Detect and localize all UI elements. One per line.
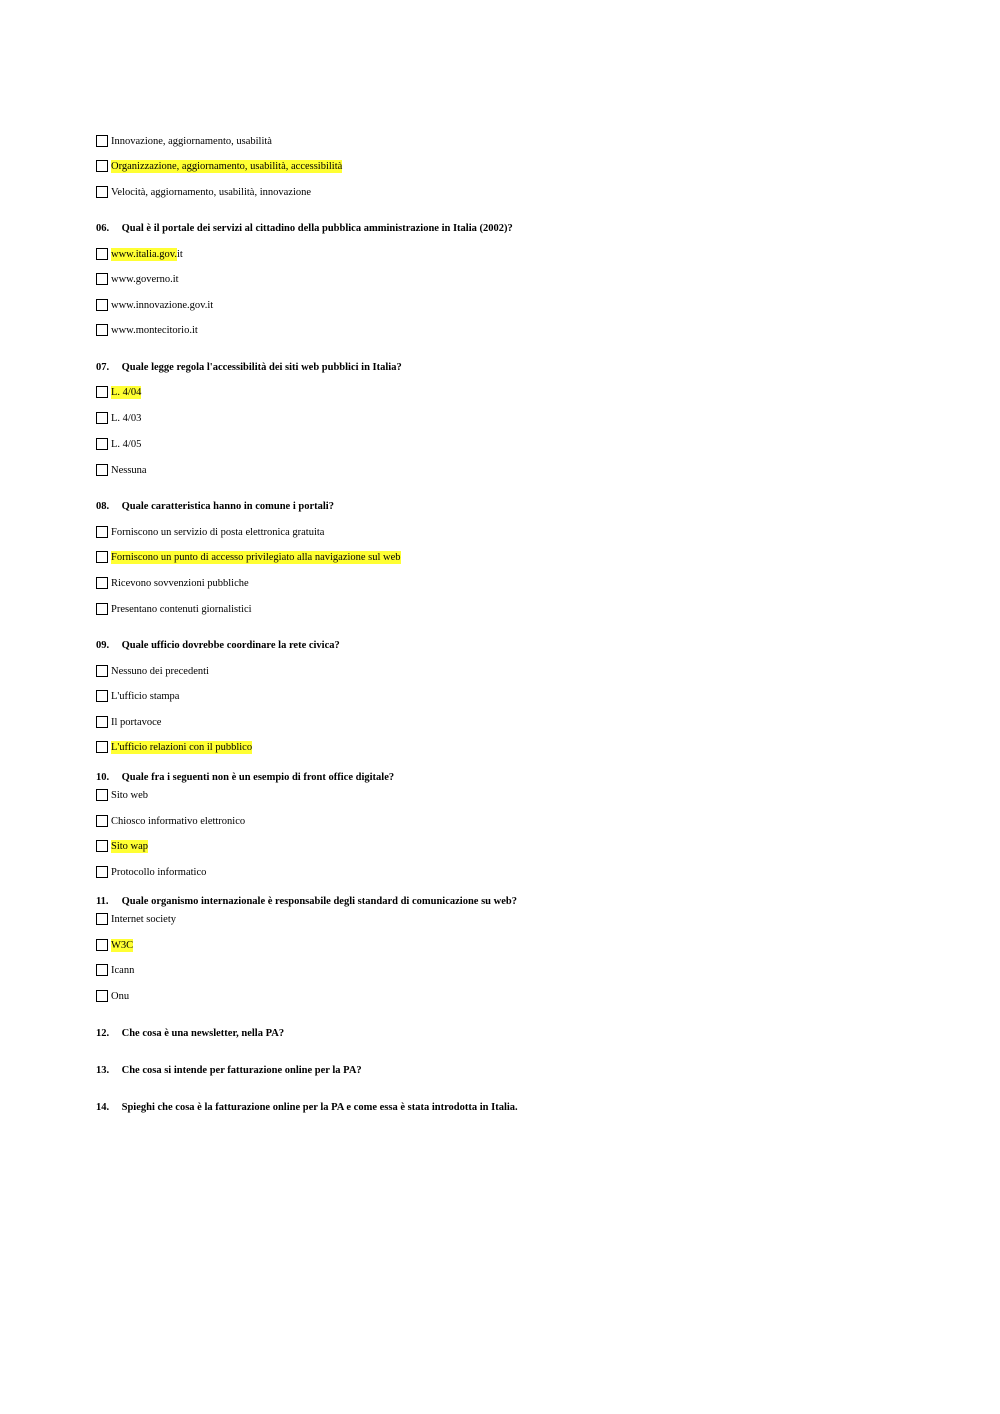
checkbox[interactable] bbox=[96, 866, 108, 878]
option-row bbox=[96, 462, 147, 478]
option-label: Velocità, aggiornamento, usabilità, innovazione bbox=[111, 186, 312, 198]
question-number: 07. bbox=[96, 362, 110, 373]
option-row bbox=[96, 962, 134, 978]
option-row bbox=[96, 601, 252, 617]
question-number: 14. bbox=[96, 1102, 110, 1113]
option-row bbox=[96, 158, 342, 174]
checkbox[interactable] bbox=[96, 913, 108, 925]
option-label-highlighted: L. 4/04 bbox=[111, 386, 142, 398]
option-label: L'ufficio stampa bbox=[111, 690, 180, 702]
option-row bbox=[96, 133, 272, 149]
option-row bbox=[96, 688, 179, 704]
question-text: Quale fra i seguenti non è un esempio di front office digitale? bbox=[121, 772, 395, 783]
option-row bbox=[96, 663, 209, 679]
checkbox[interactable] bbox=[96, 690, 108, 702]
option-label: L. 4/03 bbox=[111, 412, 142, 424]
checkbox[interactable] bbox=[96, 386, 108, 398]
question-heading bbox=[96, 639, 340, 653]
option-label-highlighted: Organizzazione, aggiornamento, usabilità, accessibilità bbox=[111, 160, 343, 172]
question-text: Quale organismo internazionale è responsabile degli standard di comunicazione su web? bbox=[121, 896, 517, 907]
option-label: Icann bbox=[111, 964, 135, 976]
option-row bbox=[96, 384, 141, 400]
checkbox[interactable] bbox=[96, 526, 108, 538]
option-row bbox=[96, 714, 161, 730]
question-number: 08. bbox=[96, 501, 110, 512]
checkbox[interactable] bbox=[96, 741, 108, 753]
checkbox[interactable] bbox=[96, 299, 108, 311]
checkbox[interactable] bbox=[96, 273, 108, 285]
checkbox[interactable] bbox=[96, 789, 108, 801]
question-text: Spieghi che cosa è la fatturazione online per la PA e come essa è stata introdotta in Italia. bbox=[121, 1102, 518, 1113]
option-label: www.governo.it bbox=[111, 273, 179, 285]
question-heading bbox=[96, 222, 513, 236]
option-row bbox=[96, 937, 133, 953]
option-row bbox=[96, 246, 183, 262]
checkbox[interactable] bbox=[96, 412, 108, 424]
question-heading bbox=[96, 500, 334, 514]
option-row bbox=[96, 864, 206, 880]
question-text: Che cosa si intende per fatturazione online per la PA? bbox=[121, 1065, 362, 1076]
option-label: Protocollo informatico bbox=[111, 866, 207, 878]
option-row bbox=[96, 322, 198, 338]
checkbox[interactable] bbox=[96, 603, 108, 615]
option-label-highlighted: W3C bbox=[111, 939, 134, 951]
option-label: www.montecitorio.it bbox=[111, 324, 198, 336]
checkbox[interactable] bbox=[96, 248, 108, 260]
option-row bbox=[96, 988, 129, 1004]
checkbox[interactable] bbox=[96, 160, 108, 172]
option-label: Nessuna bbox=[111, 464, 147, 476]
option-label: Nessuno dei precedenti bbox=[111, 665, 209, 677]
option-label: Sito web bbox=[111, 789, 149, 801]
checkbox[interactable] bbox=[96, 464, 108, 476]
option-label-highlighted: Sito wap bbox=[111, 840, 149, 852]
option-row bbox=[96, 524, 324, 540]
checkbox[interactable] bbox=[96, 135, 108, 147]
option-label: L. 4/05 bbox=[111, 438, 142, 450]
option-row bbox=[96, 297, 213, 313]
checkbox[interactable] bbox=[96, 840, 108, 852]
question-heading bbox=[96, 771, 394, 785]
question-number: 11. bbox=[96, 896, 109, 907]
option-row bbox=[96, 271, 179, 287]
question-text: Quale caratteristica hanno in comune i portali? bbox=[121, 501, 334, 512]
option-label: Ricevono sovvenzioni pubbliche bbox=[111, 577, 249, 589]
checkbox[interactable] bbox=[96, 577, 108, 589]
checkbox[interactable] bbox=[96, 964, 108, 976]
question-number: 10. bbox=[96, 772, 110, 783]
option-label: Internet society bbox=[111, 913, 177, 925]
question-heading bbox=[96, 1064, 362, 1078]
checkbox[interactable] bbox=[96, 665, 108, 677]
option-row bbox=[96, 911, 176, 927]
option-label-suffix: it bbox=[177, 248, 183, 260]
question-number: 12. bbox=[96, 1028, 110, 1039]
option-label: Forniscono un servizio di posta elettronica gratuita bbox=[111, 526, 325, 538]
option-row bbox=[96, 787, 148, 803]
question-heading bbox=[96, 895, 517, 909]
option-label: Il portavoce bbox=[111, 716, 162, 728]
checkbox[interactable] bbox=[96, 716, 108, 728]
option-label: www.innovazione.gov.it bbox=[111, 299, 214, 311]
option-row bbox=[96, 436, 141, 452]
question-heading bbox=[96, 361, 402, 375]
option-row bbox=[96, 410, 141, 426]
checkbox[interactable] bbox=[96, 186, 108, 198]
question-number: 13. bbox=[96, 1065, 110, 1076]
question-number: 06. bbox=[96, 223, 110, 234]
question-text: Quale legge regola l'accessibilità dei siti web pubblici in Italia? bbox=[121, 362, 402, 373]
option-label-highlighted: L'ufficio relazioni con il pubblico bbox=[111, 741, 253, 753]
checkbox[interactable] bbox=[96, 939, 108, 951]
checkbox[interactable] bbox=[96, 324, 108, 336]
option-row bbox=[96, 838, 148, 854]
question-text: Quale ufficio dovrebbe coordinare la rete civica? bbox=[121, 640, 340, 651]
checkbox[interactable] bbox=[96, 551, 108, 563]
question-number: 09. bbox=[96, 640, 110, 651]
option-label: Chiosco informativo elettronico bbox=[111, 815, 246, 827]
option-row bbox=[96, 739, 252, 755]
option-label-highlighted: www.italia.gov. bbox=[111, 248, 177, 260]
option-label-highlighted: Forniscono un punto di accesso privilegiato alla navigazione sul web bbox=[111, 551, 401, 563]
question-heading bbox=[96, 1027, 284, 1041]
checkbox[interactable] bbox=[96, 815, 108, 827]
question-text: Qual è il portale dei servizi al cittadino della pubblica amministrazione in Italia (2002)? bbox=[121, 223, 513, 234]
question-text: Che cosa è una newsletter, nella PA? bbox=[121, 1028, 285, 1039]
question-heading bbox=[96, 1101, 518, 1115]
option-row bbox=[96, 184, 311, 200]
option-label: Presentano contenuti giornalistici bbox=[111, 603, 252, 615]
checkbox[interactable] bbox=[96, 990, 108, 1002]
option-row bbox=[96, 813, 245, 829]
option-label: Onu bbox=[111, 990, 130, 1002]
option-row bbox=[96, 575, 249, 591]
checkbox[interactable] bbox=[96, 438, 108, 450]
option-label: Innovazione, aggiornamento, usabilità bbox=[111, 135, 272, 147]
option-row bbox=[96, 549, 401, 565]
